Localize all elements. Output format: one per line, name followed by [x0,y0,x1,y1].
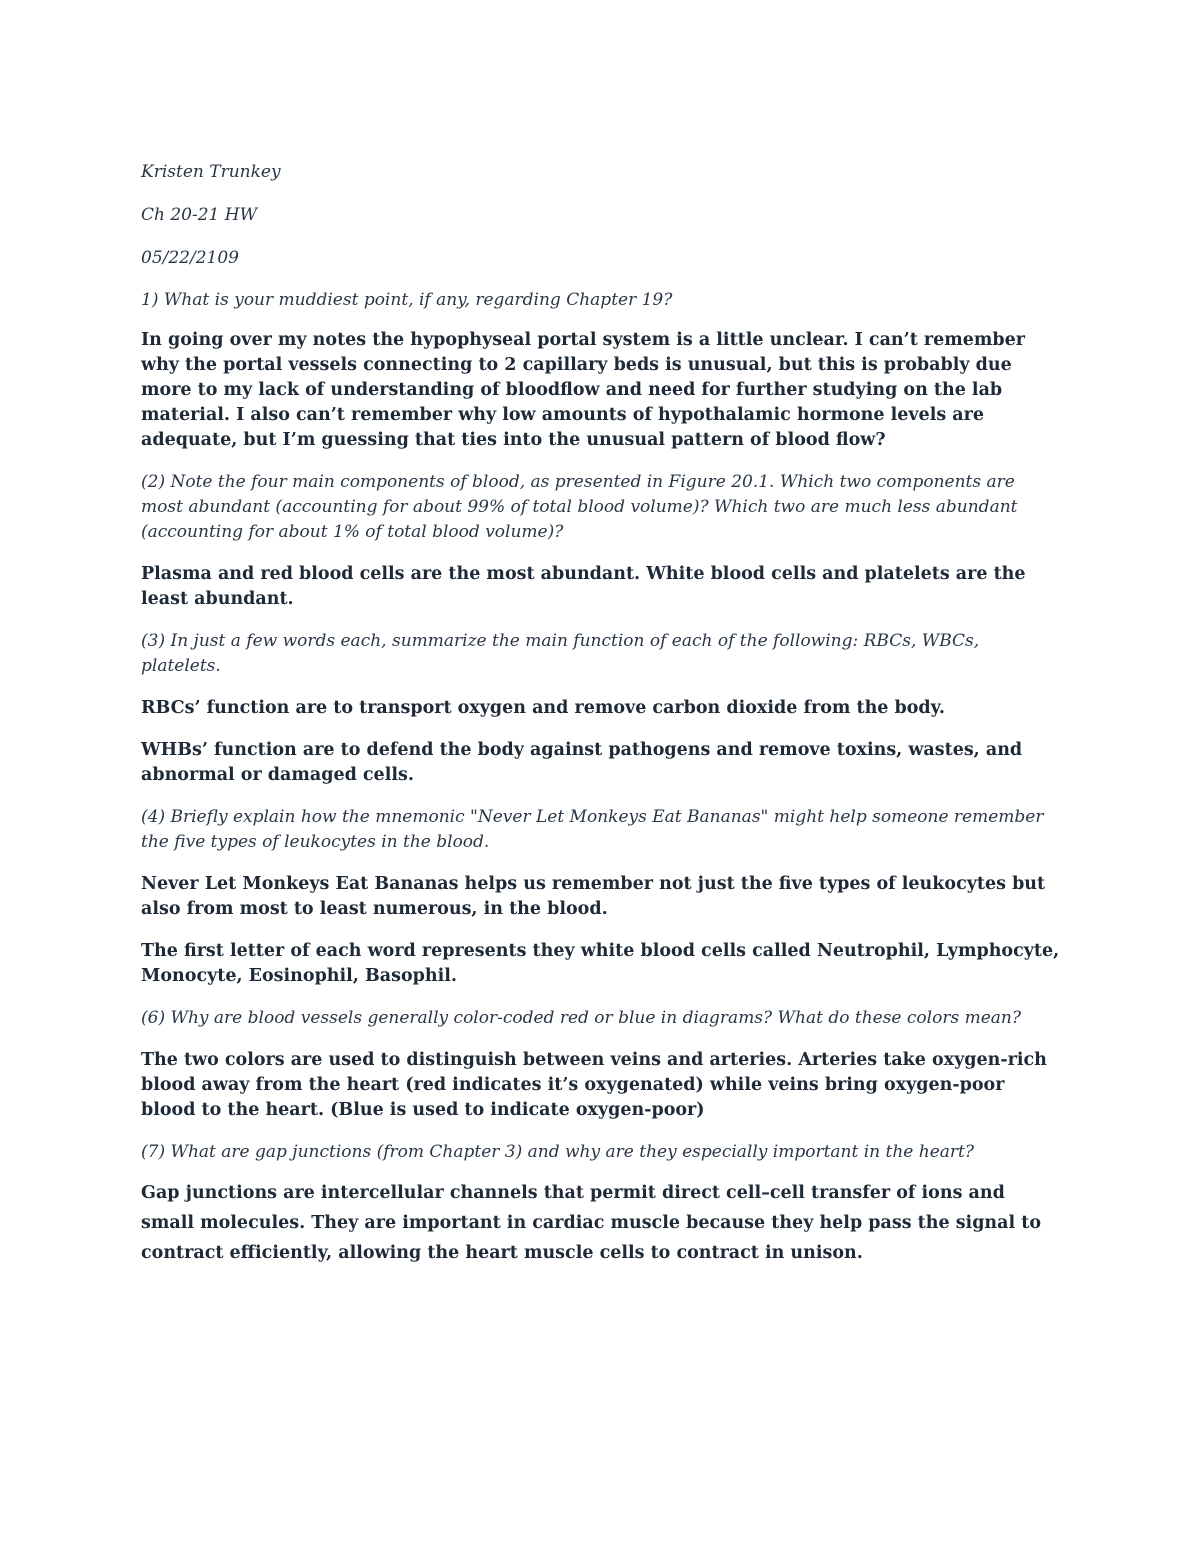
assignment-date: 05/22/2109 [141,248,239,268]
question-6: (6) Why are blood vessels generally color-coded red or blue in diagrams? What do these colors mean? [141,1008,1021,1028]
answer-6: The two colors are used to distinguish between veins and arteries. Arteries take oxygen-rich blood away from the heart (red indicates it’s oxygenated) while veins bring oxygen-poor blood to the heart. (Blue is used to indicate oxygen-poor) [141,1050,1047,1120]
question-7: (7) What are gap junctions (from Chapter 3) and why are they especially important in the heart? [141,1142,974,1162]
author-name: Kristen Trunkey [141,162,281,182]
question-2: (2) Note the four main components of blood, as presented in Figure 20.1. Which two components are most abundant (accounting for about 99% of total blood volume)? Which two are much less abundant (accounting for about 1% of total blood volume)? [141,472,1018,542]
answer-2: Plasma and red blood cells are the most abundant. White blood cells and platelets are the least abundant. [141,564,1026,609]
question-4: (4) Briefly explain how the mnemonic "Never Let Monkeys Eat Bananas" might help someone remember the five types of leukocytes in the blood. [141,807,1044,852]
assignment-title: Ch 20-21 HW [141,205,258,225]
answer-1: In going over my notes the hypophyseal portal system is a little unclear. I can’t remember why the portal vessels connecting to 2 capillary beds is unusual, but this is probably due more to my lack of understanding of bloodflow and need for further studying on the lab material. I also can’t remember why low amounts of hypothalamic hormone levels are adequate, but I’m guessing that ties into the unusual pattern of blood flow? [141,330,1026,450]
answer-4-mnemonic: Never Let Monkeys Eat Bananas helps us remember not just the five types of leukocytes but also from most to least numerous, in the blood. [141,874,1046,919]
question-3: (3) In just a few words each, summarize the main function of each of the following: RBCs, WBCs, platelets. [141,631,980,676]
answer-4-letters: The first letter of each word represents they white blood cells called Neutrophil, Lymphocyte, Monocyte, Eosinophil, Basophil. [141,941,1060,986]
document-body [141,159,1061,1285]
answer-3-wbcs: WHBs’ function are to defend the body against pathogens and remove toxins, wastes, and abnormal or damaged cells. [141,740,1023,785]
answer-3-rbcs: RBCs’ function are to transport oxygen and remove carbon dioxide from the body. [141,698,945,718]
answer-7: Gap junctions are intercellular channels that permit direct cell–cell transfer of ions and small molecules. They are important in cardiac muscle because they help pass the signal to contract efficiently, allowing the heart muscle cells to contract in unison. [141,1183,1041,1263]
question-1: 1) What is your muddiest point, if any, regarding Chapter 19? [141,290,673,310]
